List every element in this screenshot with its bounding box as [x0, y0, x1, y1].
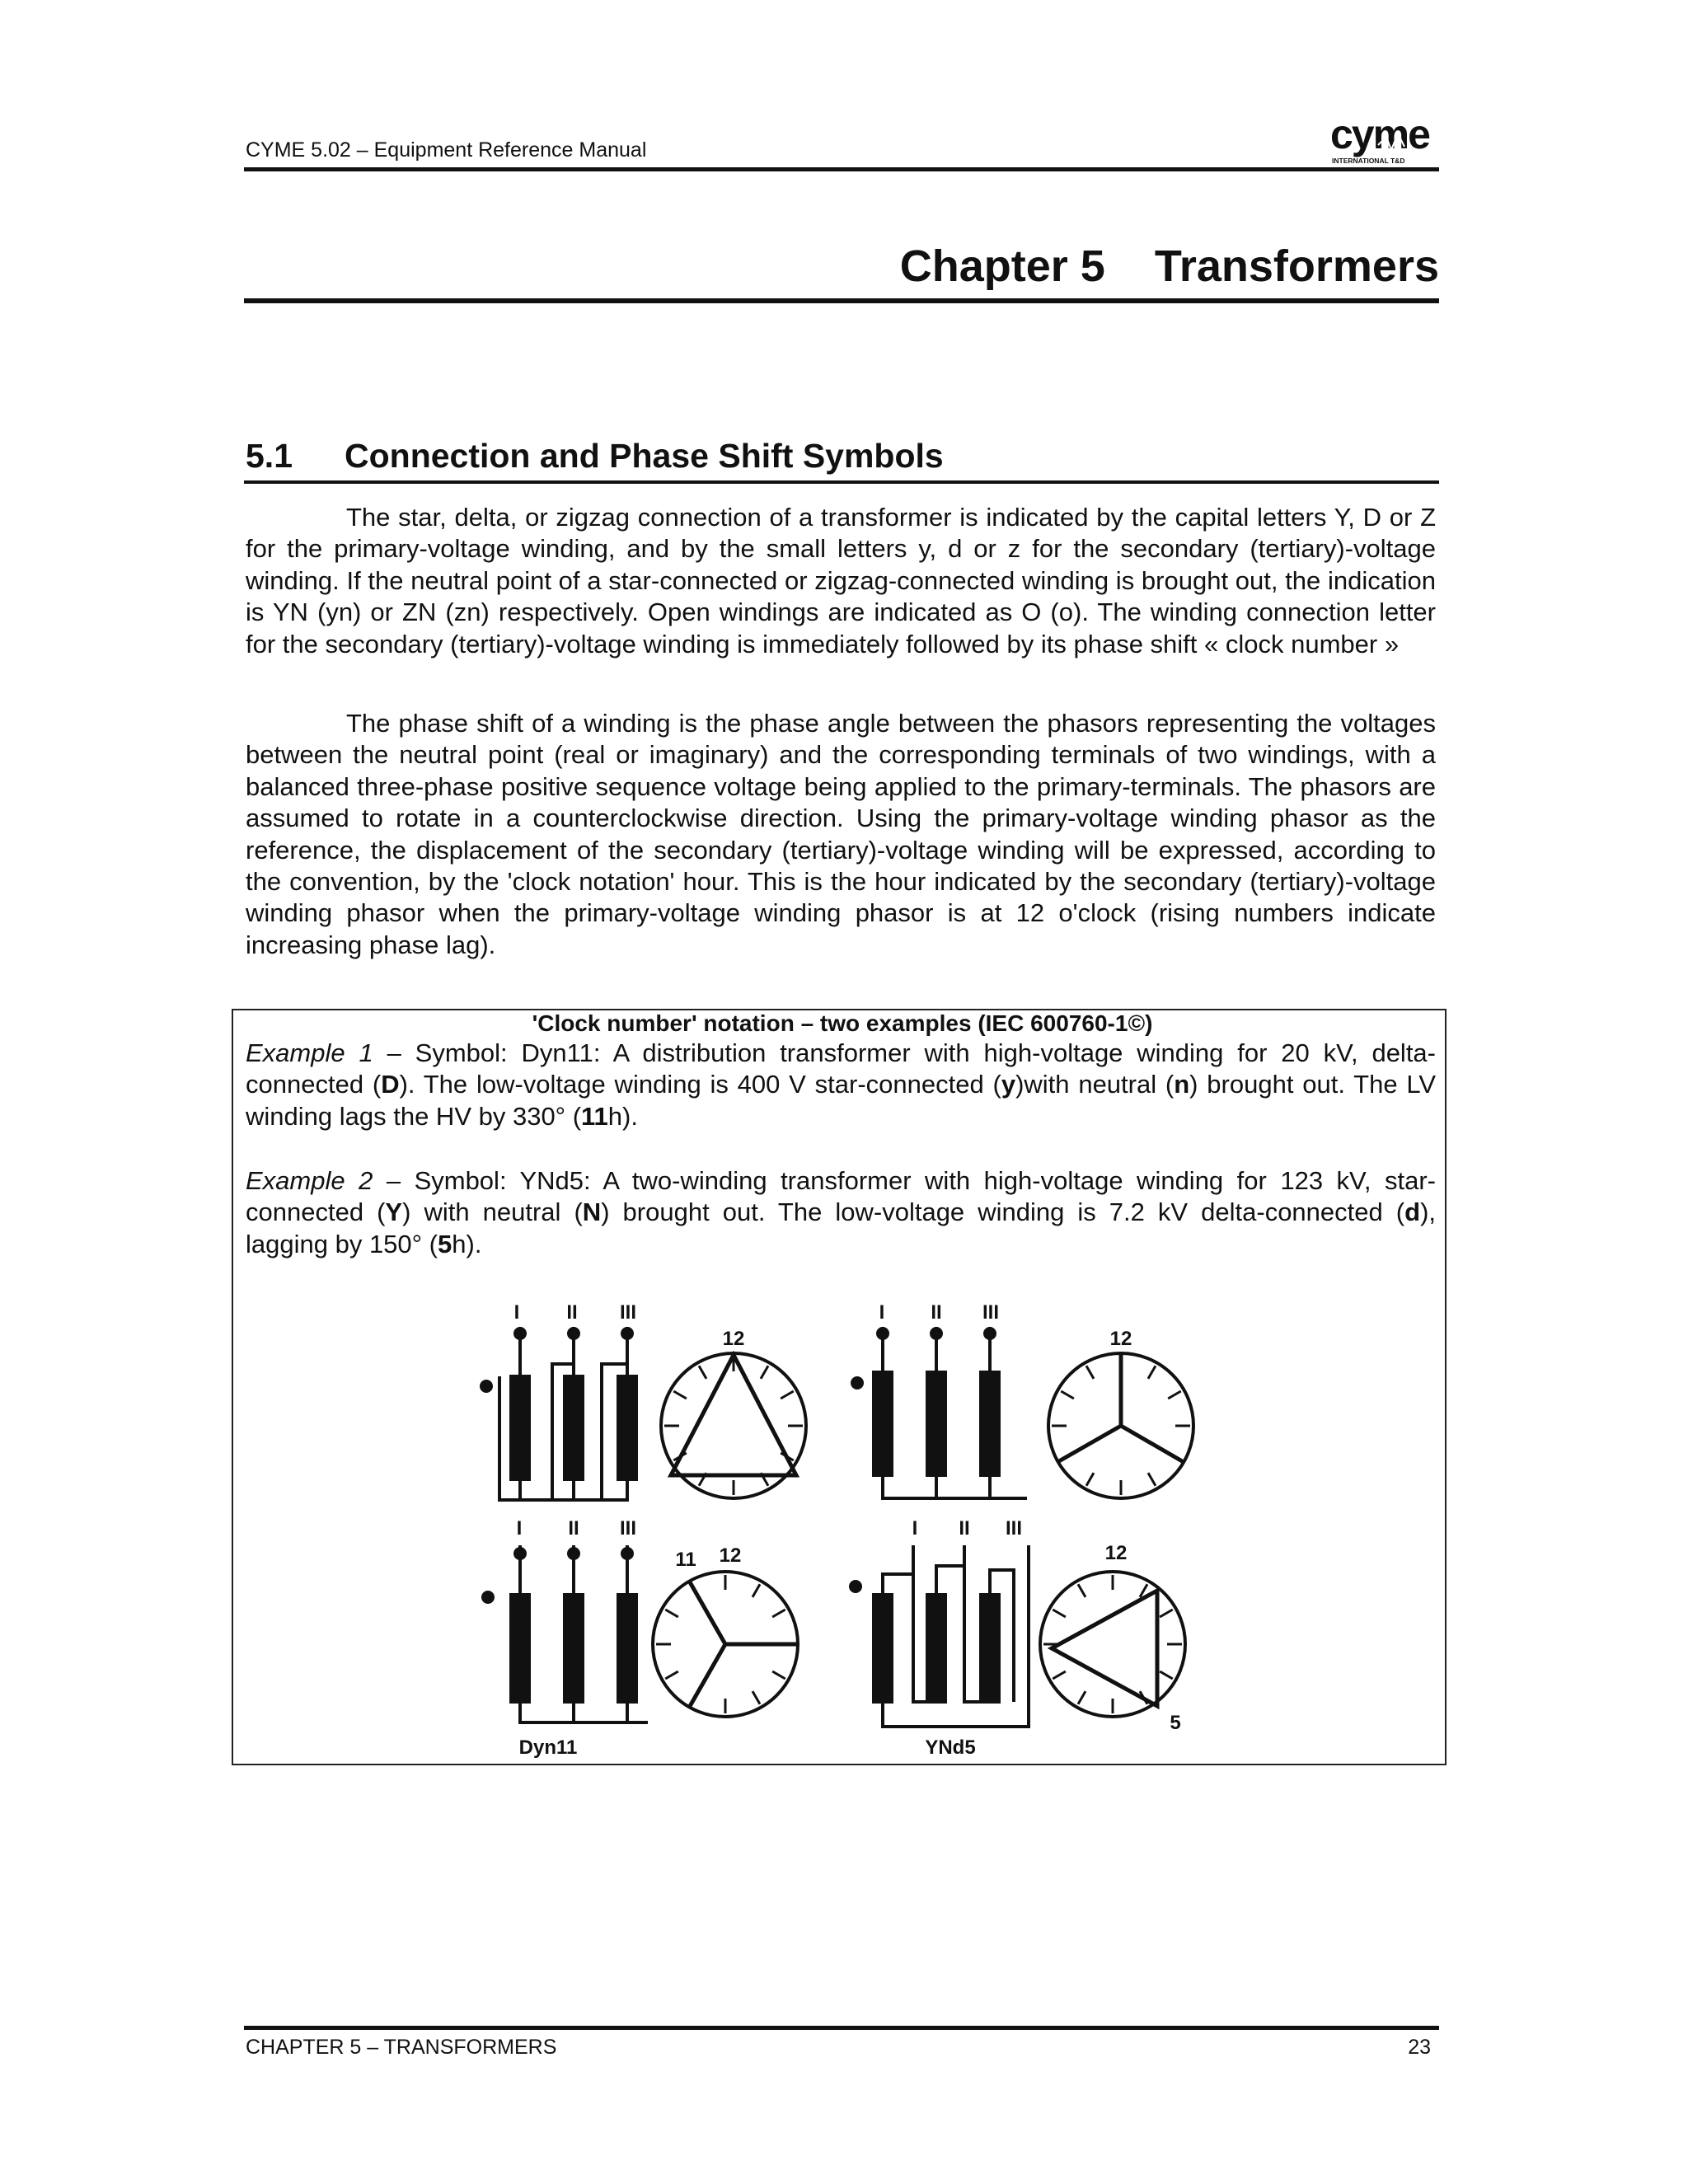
clock-tick: [772, 1671, 785, 1679]
clock-tick: [1053, 1671, 1066, 1679]
example-1-label: Example 1: [246, 1038, 373, 1067]
dyn11-primary-delta-windings: [499, 1327, 636, 1500]
clock-tick: [665, 1610, 678, 1617]
section-rule: [244, 480, 1439, 484]
dyn11-hv-clock-12: 12: [722, 1328, 745, 1350]
section-title: Connection and Phase Shift Symbols: [345, 437, 944, 475]
chapter-title: Chapter 5 Transformers: [899, 241, 1439, 291]
clock-tick: [1078, 1584, 1085, 1597]
clock-tick: [1160, 1610, 1173, 1617]
caption-dyn11: Dyn11: [518, 1736, 578, 1759]
ynd5-hv-clock-12: 12: [1109, 1328, 1132, 1350]
clock-tick: [699, 1366, 706, 1379]
ynd5-hv-phasor-clock: [1048, 1353, 1193, 1498]
clock-tick: [1086, 1473, 1094, 1486]
dyn11-lv-label-III: III: [619, 1517, 637, 1540]
example-2: Example 2 – Symbol: YNd5: A two-winding transformer with high-voltage winding for 123 kV, star-connected (Y) with neutral (N) brought out. The low-voltage winding is 7.2 kV delta-connected (d), lagging by 150° (5h).: [246, 1166, 1436, 1258]
logo-subtext: INTERNATIONAL T&D: [1332, 157, 1405, 165]
ynd5-lv-label-I: I: [912, 1517, 918, 1540]
clock-tick: [761, 1366, 768, 1379]
clock-tick: [753, 1584, 760, 1597]
dyn11-secondary-star-windings: [511, 1545, 648, 1722]
dyn11-hv-label-II: II: [566, 1301, 578, 1324]
clock-tick: [1086, 1366, 1094, 1379]
dyn11-hv-label-I: I: [513, 1301, 520, 1324]
footer-chapter: CHAPTER 5 – TRANSFORMERS: [246, 2036, 557, 2059]
paragraph-connection-symbols: The star, delta, or zigzag connection of a transformer is indicated by the capital letters Y, D or Z for the primary-voltage winding, and by the small letters y, d or z for the secondary (tertiary)-voltage winding. If the neutral point of a star-connected or zigzag-connected winding is brought out, the indication is YN (yn) or ZN (zn) respectively. Open windings are indicated as O (o). The winding connection letter for the secondary (tertiary)-voltage winding is immediately followed by its phase shift « clock number »: [246, 503, 1436, 658]
clock-tick: [1168, 1391, 1181, 1399]
clock-tick: [665, 1671, 678, 1679]
dyn11-lv-clock-11: 11: [675, 1549, 696, 1571]
ynd5-lv-label-III: III: [1005, 1517, 1023, 1540]
header-title: CYME 5.02 – Equipment Reference Manual: [246, 138, 647, 162]
logo-text: cyme: [1330, 112, 1429, 157]
clock-number-diagram: [470, 1294, 1212, 1764]
clock-tick: [772, 1610, 785, 1617]
dyn11-lv-label-I: I: [516, 1517, 523, 1540]
dyn11-hv-phasor-clock: [661, 1353, 806, 1498]
section-heading: [246, 437, 944, 476]
example-1: Example 1 – Symbol: Dyn11: A distribution transformer with high-voltage winding for 20 kV, delta-connected (D). The low-voltage winding is 400 V star-connected (y)with neutral (n) brought out. The LV winding lags the HV by 330° (11h).: [246, 1038, 1436, 1131]
ynd5-lv-clock-12: 12: [1104, 1542, 1128, 1564]
ynd5-lv-phasor-clock: [1040, 1572, 1185, 1717]
box-title: 'Clock number' notation – two examples (IEC 600760-1©): [532, 1010, 1153, 1036]
dyn11-lv-label-II: II: [568, 1517, 579, 1540]
ynd5-hv-label-II: II: [931, 1301, 942, 1324]
footer-rule: [244, 2026, 1439, 2030]
clock-tick: [1148, 1366, 1156, 1379]
section-number: 5.1: [246, 437, 293, 475]
example-2-label: Example 2: [246, 1166, 373, 1195]
ynd5-hv-label-I: I: [879, 1301, 885, 1324]
ynd5-hv-label-III: III: [982, 1301, 1000, 1324]
ynd5-primary-star-windings: [874, 1327, 1027, 1498]
clock-tick: [1160, 1671, 1173, 1679]
dyn11-lv-phasor-clock: [653, 1572, 799, 1717]
dyn11-hv-label-III: III: [619, 1301, 637, 1324]
ynd5-secondary-delta-windings: [874, 1545, 1029, 1727]
paragraph-phase-shift: The phase shift of a winding is the phase angle between the phasors representing the voltages between the neutral point (real or imaginary) and the corresponding terminals of two windings, with a balanced three-phase positive sequence voltage being applied to the primary-terminals. The phasors are assumed to rotate in a counterclockwise direction. Using the primary-voltage winding phasor as the reference, the displacement of the secondary (tertiary)-voltage winding will be expressed, according to the convention, by the 'clock notation' hour. This is the hour indicated by the secondary (tertiary)-voltage winding phasor when the primary-voltage winding phasor is at 12 o'clock (rising numbers indicate increasing phase lag).: [246, 709, 1436, 959]
ynd5-lv-label-II: II: [959, 1517, 970, 1540]
cyme-logo: [1329, 112, 1436, 168]
ynd5-lv-clock-5: 5: [1170, 1712, 1181, 1734]
dyn11-lv-clock-12: 12: [719, 1544, 742, 1567]
clock-tick: [1061, 1391, 1074, 1399]
clock-tick: [1053, 1610, 1066, 1617]
clock-tick: [1148, 1473, 1156, 1486]
chapter-rule: [244, 298, 1439, 303]
clock-tick: [1168, 1453, 1181, 1460]
clock-tick: [781, 1391, 794, 1399]
caption-ynd5: YNd5: [925, 1736, 976, 1759]
clock-tick: [673, 1391, 687, 1399]
page-number: 23: [1408, 2036, 1431, 2059]
clock-tick: [1078, 1691, 1085, 1704]
clock-tick: [753, 1691, 760, 1704]
header-rule: [244, 167, 1439, 171]
